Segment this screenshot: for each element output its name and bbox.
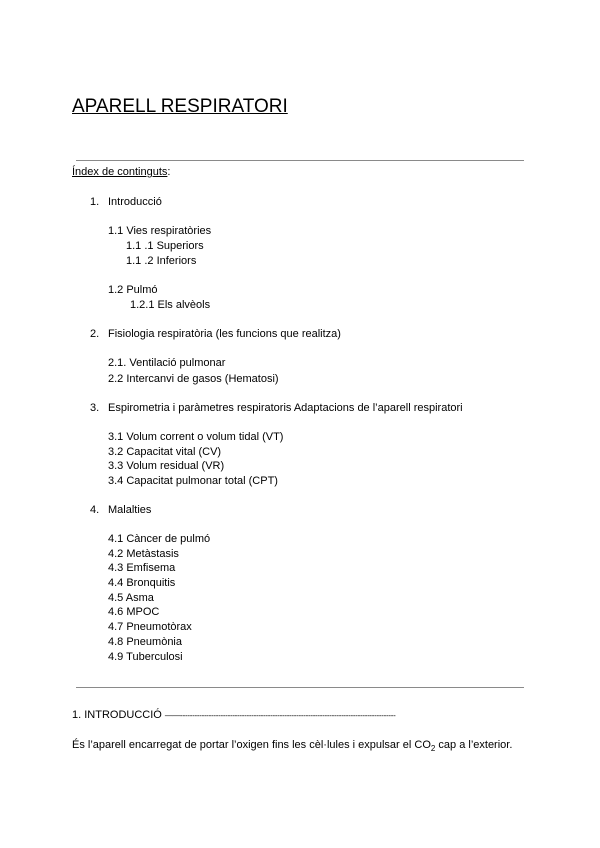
toc-section-label: Introducció xyxy=(108,196,162,208)
index-heading xyxy=(72,166,170,178)
toc-section-number: 1. xyxy=(90,196,100,208)
toc-item: 4.3 Emfisema xyxy=(108,562,176,574)
toc-item: 2.1. Ventilació pulmonar xyxy=(108,357,226,369)
toc-item: 2.2 Intercanvi de gasos (Hematosi) xyxy=(108,373,279,385)
index-heading-colon: : xyxy=(167,166,171,178)
toc-section-4 xyxy=(90,504,151,516)
toc-item: 3.3 Volum residual (VR) xyxy=(108,460,225,472)
toc-item: 4.8 Pneumònia xyxy=(108,636,182,648)
toc-section-1 xyxy=(90,196,162,208)
toc-section-label: Fisiologia respiratòria (les funcions que realitza) xyxy=(108,328,341,340)
intro-heading-text: 1. INTRODUCCIÓ xyxy=(72,709,162,721)
toc-item: 4.4 Bronquitis xyxy=(108,577,176,589)
intro-paragraph xyxy=(72,739,512,753)
intro-heading-dashes: ——------------------------------------------------------------------------------------------- xyxy=(164,711,396,720)
toc-item: 1.2 Pulmó xyxy=(108,284,158,296)
toc-item: 4.5 Asma xyxy=(108,592,154,604)
document-title: APARELL RESPIRATORI xyxy=(72,96,288,117)
divider-bottom xyxy=(76,687,524,688)
toc-item: 1.1 Vies respiratòries xyxy=(108,225,212,237)
toc-item: 3.2 Capacitat vital (CV) xyxy=(108,446,222,458)
toc-section-2 xyxy=(90,328,341,340)
toc-section-number: 3. xyxy=(90,402,100,414)
toc-item: 4.2 Metàstasis xyxy=(108,548,179,560)
toc-item: 4.1 Càncer de pulmó xyxy=(108,533,211,545)
divider-top xyxy=(76,160,524,161)
toc-section-number: 4. xyxy=(90,504,100,516)
toc-item: 1.2.1 Els alvèols xyxy=(130,299,211,311)
toc-item: 4.9 Tuberculosi xyxy=(108,651,183,663)
toc-item: 1.1 .2 Inferiors xyxy=(126,255,197,267)
toc-item: 1.1 .1 Superiors xyxy=(126,240,204,252)
toc-section-label: Malalties xyxy=(108,504,152,516)
intro-paragraph-start: És l’aparell encarregat de portar l’oxigen fins les cèl·lules i expulsar el CO xyxy=(72,739,431,751)
toc-item: 4.7 Pneumotòrax xyxy=(108,621,192,633)
toc-section-number: 2. xyxy=(90,328,100,340)
toc-item: 3.1 Volum corrent o volum tidal (VT) xyxy=(108,431,284,443)
intro-heading xyxy=(72,709,395,721)
toc-item: 3.4 Capacitat pulmonar total (CPT) xyxy=(108,475,278,487)
index-heading-text: Índex de continguts xyxy=(72,166,168,178)
toc-item: 4.6 MPOC xyxy=(108,606,160,618)
toc-section-label: Espirometria i paràmetres respiratoris Adaptacions de l’aparell respiratori xyxy=(108,402,463,414)
co2-subscript: 2 xyxy=(430,744,436,754)
intro-paragraph-end: cap a l’exterior. xyxy=(435,739,513,751)
toc-section-3 xyxy=(90,402,463,414)
